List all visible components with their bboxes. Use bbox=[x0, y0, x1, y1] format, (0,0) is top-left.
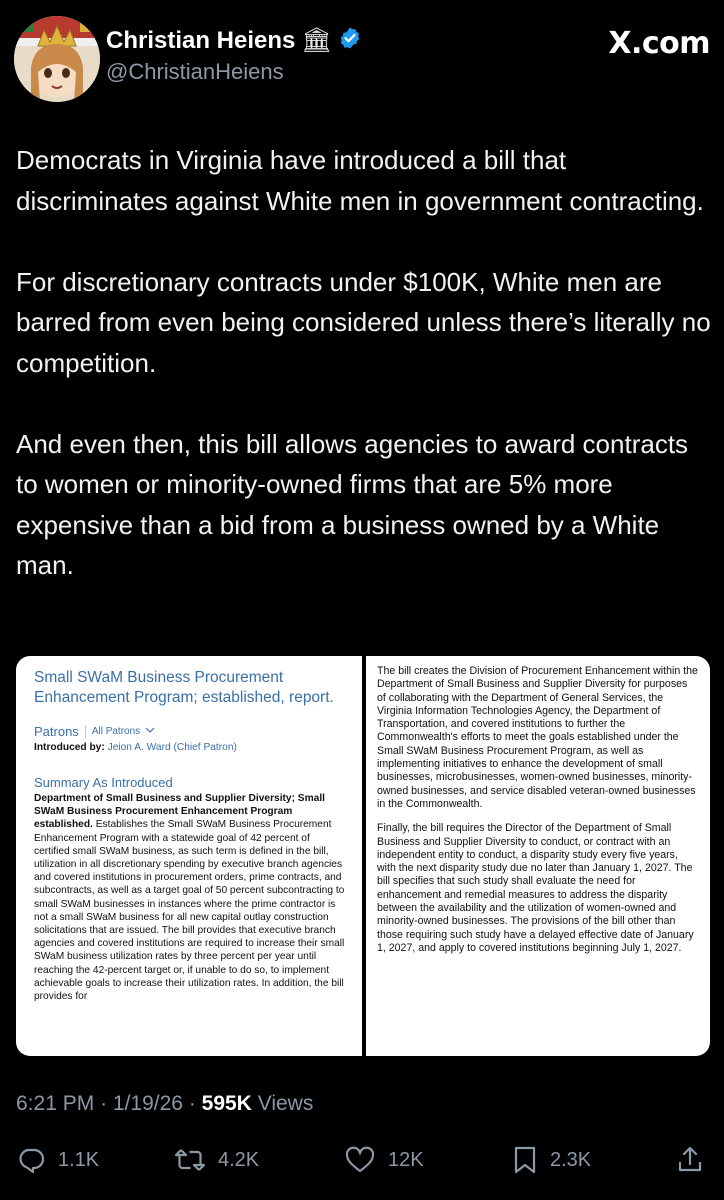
bill-title: Small SWaM Business Procurement Enhancement Program; established, report. bbox=[34, 669, 334, 706]
tweet-paragraph: For discretionary contracts under $100K, White men are barred from even being considered unless there’s literally no competition. bbox=[16, 266, 711, 378]
bookmark-count: 2.3K bbox=[550, 1148, 592, 1171]
reply-icon bbox=[16, 1145, 46, 1175]
repost-icon bbox=[174, 1145, 206, 1175]
summary-bold: Department of Small Business and Supplier Diversity; Small SWaM Business Procurement Enhancement Program established. bbox=[34, 793, 325, 831]
bill-paragraph: Finally, the bill requires the Director of the Department of Small Business and Supplier Diversity to conduct, or contract with an independent entity to conduct, a disparity study every five years, with the next disparity study due no later than January 1, 2027. The bill specifies that such study shall evaluate the need for enhancement and remedial measures to address the disparity between the availability and the utilization of women-owned and minority-owned businesses. The provisions of the bill other than those requiring such study have a delayed effective date of January 1, 2027, and apply to covered institutions beginning July 1, 2027. bbox=[377, 822, 694, 954]
verified-badge-icon bbox=[338, 26, 362, 55]
views-count: 595K bbox=[201, 1092, 252, 1115]
avatar[interactable] bbox=[14, 16, 100, 102]
media-image-left[interactable] bbox=[16, 656, 362, 1056]
tweet-header bbox=[14, 16, 710, 104]
heart-icon bbox=[344, 1145, 376, 1175]
bill-paragraph: The bill creates the Division of Procurement Enhancement within the Department of Small Business and Supplier Diversity for purposes of collaborating with the Department of General Services, the Virginia Information Technologies Agency, the Department of Transportation, and covered institutions to further the Commonwealth's efforts to meet the goals established under the Small SWaM Business Procurement Program, as well as implementing initiatives to enhance the development of small businesses, microbusinesses, women-owned businesses, minority-owned businesses, and service disabled veteran-owned businesses in the Commonwealth. bbox=[377, 665, 698, 810]
user-handle[interactable]: @ChristianHeiens bbox=[106, 59, 284, 84]
summary-text: Establishes the Small SWaM Business Procurement Enhancement Program with a statewide goal of 42 percent of certified small SWaM business, as such term is defined in the bill, utilization in all discretionary spending by executive branch agencies and covered institutions in procurement orders, prime contracts, and subcontracts, as well as a target goal of 50 percent subcontracting to small SWaM businesses in instances where the prime contractor is not a small SWaM business for all new capital outlay construction solicitations that are issued. The bill provides that executive branch agencies and covered institutions are required to increase their small SWaM business utilization rates by three percent per year until reaching the 42-percent target or, if unable to do so, to implement achievable goals to increase their utilization rates. In addition, the bill provides for bbox=[34, 819, 345, 1003]
tweet-media[interactable] bbox=[16, 656, 710, 1056]
reply-count: 1.1K bbox=[58, 1148, 100, 1171]
patrons-label: Patrons bbox=[34, 724, 79, 739]
tweet-paragraph: And even then, this bill allows agencies to award contracts to women or minority-owned firms that are 5% more expensive than a bid from a business owned by a White man. bbox=[16, 428, 689, 580]
post-date[interactable]: 1/19/26 bbox=[112, 1092, 183, 1115]
chevron-down-icon bbox=[145, 727, 155, 734]
author-info[interactable] bbox=[106, 26, 362, 85]
all-patrons-dropdown bbox=[92, 726, 155, 737]
share-icon bbox=[676, 1145, 704, 1175]
repost-button[interactable] bbox=[174, 1145, 259, 1175]
repost-count: 4.2K bbox=[218, 1148, 260, 1171]
display-name[interactable]: Christian Heiens bbox=[106, 26, 296, 54]
avatar-illustration bbox=[14, 16, 100, 102]
reply-button[interactable] bbox=[16, 1145, 99, 1175]
chief-patron: Jeion A. Ward (Chief Patron) bbox=[107, 742, 237, 753]
summary-body bbox=[34, 792, 346, 1003]
views-label: Views bbox=[257, 1092, 314, 1115]
site-label: X.com bbox=[608, 26, 710, 61]
divider bbox=[85, 725, 86, 739]
post-time[interactable]: 6:21 PM bbox=[16, 1092, 95, 1115]
tweet-meta bbox=[16, 1092, 313, 1116]
separator-dot: · bbox=[188, 1092, 202, 1115]
introduced-by bbox=[34, 742, 346, 753]
action-bar bbox=[0, 1145, 724, 1185]
media-image-right[interactable] bbox=[366, 656, 710, 1056]
summary-heading: Summary As Introduced bbox=[34, 775, 173, 790]
like-button[interactable] bbox=[344, 1145, 424, 1175]
tweet-paragraph: Democrats in Virginia have introduced a bill that discriminates against White men in government contracting. bbox=[16, 145, 704, 216]
separator-dot: · bbox=[100, 1092, 113, 1115]
tweet-text bbox=[16, 140, 712, 626]
like-count: 12K bbox=[388, 1148, 424, 1171]
share-button[interactable] bbox=[676, 1145, 704, 1175]
patrons-row bbox=[34, 724, 346, 739]
introduced-by-label: Introduced by: bbox=[34, 742, 105, 753]
bookmark-icon bbox=[512, 1145, 538, 1175]
bookmark-button[interactable] bbox=[512, 1145, 591, 1175]
all-patrons-label: All Patrons bbox=[91, 726, 141, 737]
classical-building-emoji: 🏛 bbox=[301, 27, 332, 54]
